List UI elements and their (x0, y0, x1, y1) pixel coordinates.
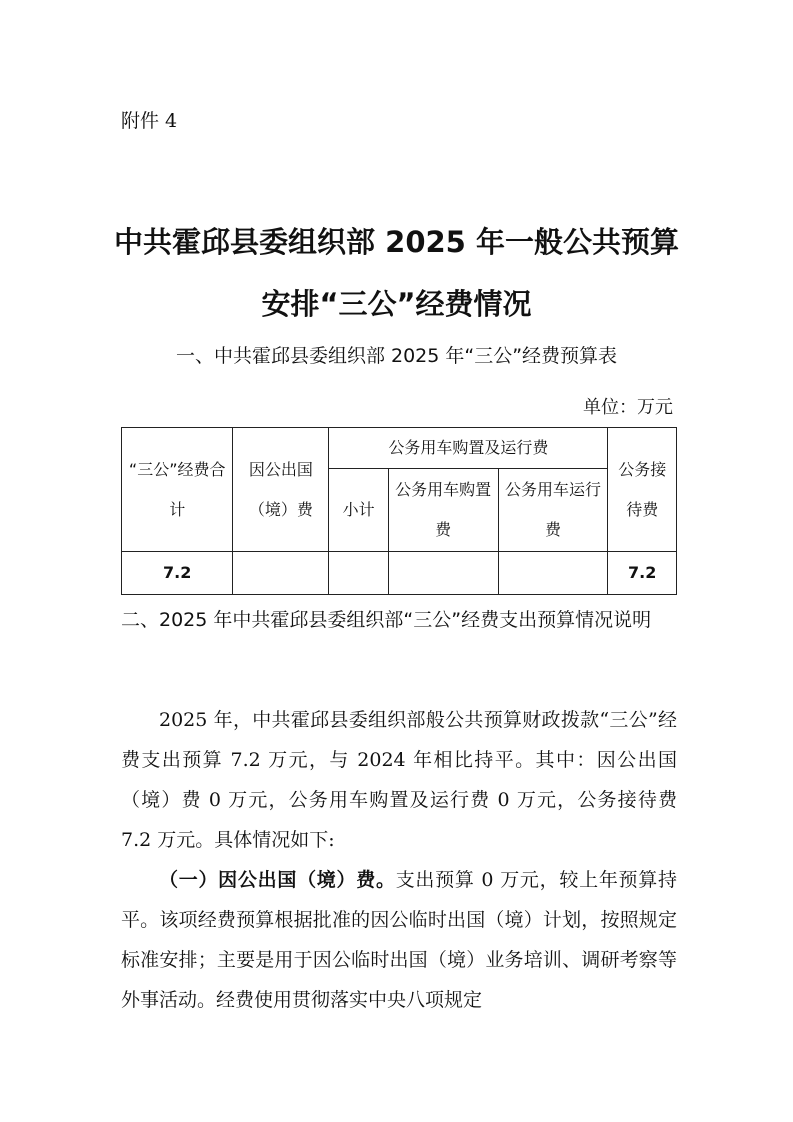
header-vehicle-subtotal: 小计 (329, 469, 388, 552)
paragraph-overview: 2025 年，中共霍邱县委组织部般公共预算财政拨款“三公”经费支出预算 7.2 万元，与 2024 年相比持平。其中：因公出国（境）费 0 万元，公务用车购置及运行费 0 万元，公务接待费 7.2 万元。具体情况如下: (121, 709, 677, 851)
table-row (122, 552, 677, 595)
document-title-line-1: 中共霍邱县委组织部 2025 年一般公共预算 (114, 225, 679, 259)
unit-label: 单位：万元 (583, 397, 673, 418)
cell-total: 7.2 (122, 552, 233, 595)
paragraph-travel-abroad (121, 860, 677, 1020)
three-public-budget-table (121, 427, 677, 595)
cell-reception: 7.2 (608, 552, 677, 595)
cell-vehicle-purchase (388, 552, 498, 595)
header-total: “三公”经费合计 (122, 428, 233, 552)
paragraph-travel-abroad-text: 支出预算 0 万元，较上年预算持平。该项经费预算根据批准的因公临时出国（境）计划，按照规定标准安排；主要是用于因公临时出国（境）业务培训、调研考察等外事活动。经费使用贯彻落实中央八项规定 (121, 869, 677, 1011)
document-title-line-2: 安排“三公”经费情况 (261, 287, 532, 321)
section-2-heading: 二、2025 年中共霍邱县委组织部“三公”经费支出预算情况说明 (121, 609, 652, 631)
header-vehicle-running: 公务用车运行费 (498, 469, 608, 552)
paragraph-travel-abroad-lead: （一）因公出国（境）费。 (159, 869, 396, 891)
cell-travel-abroad (233, 552, 329, 595)
header-travel-abroad: 因公出国（境）费 (233, 428, 329, 552)
attachment-label: 附件 4 (121, 110, 178, 132)
header-vehicle-group: 公务用车购置及运行费 (329, 428, 608, 469)
cell-vehicle-running (498, 552, 608, 595)
header-vehicle-purchase: 公务用车购置费 (388, 469, 498, 552)
header-reception: 公务接待费 (608, 428, 677, 552)
section-1-heading: 一、中共霍邱县委组织部 2025 年“三公”经费预算表 (175, 345, 618, 367)
cell-vehicle-subtotal (329, 552, 388, 595)
